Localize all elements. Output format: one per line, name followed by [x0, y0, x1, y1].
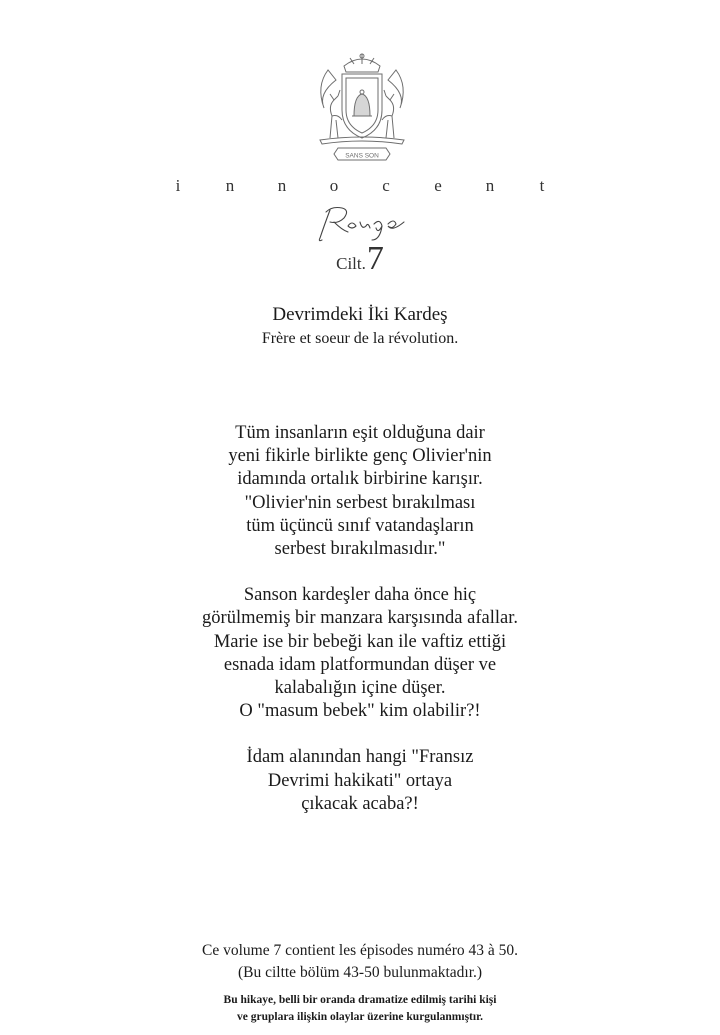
disclaimer: [0, 992, 720, 1026]
volume-number: 7: [366, 240, 384, 277]
episodes-french: Ce volume 7 contient les épisodes numéro 43 à 50.: [202, 942, 518, 959]
synopsis-line: görülmemiş bir manzara karşısında afallar.: [202, 608, 518, 629]
synopsis-line: Tüm insanların eşit olduğuna dair: [235, 423, 485, 443]
series-title-letter: n: [485, 176, 495, 195]
series-title-letter: t: [539, 176, 545, 195]
synopsis-paragraph: [0, 422, 720, 561]
series-title-letter: c: [382, 176, 390, 195]
coat-of-arms-crest: [308, 50, 416, 162]
disclaimer-line: Bu hikaye, belli bir oranda dramatize edilmiş tarihi kişi: [223, 994, 497, 1006]
synopsis-line: idamında ortalık birbirine karışır.: [237, 469, 483, 490]
synopsis-line: kalabalığın içine düşer.: [274, 678, 446, 699]
rouge-script-logo: [312, 200, 416, 244]
synopsis-line: yeni fikirle birlikte genç Olivier'nin: [228, 446, 492, 467]
synopsis-line: "Olivier'nin serbest bırakılması: [244, 492, 476, 513]
synopsis-line: Devrimi hakikati" ortaya: [267, 770, 453, 791]
synopsis-line: esnada idam platformundan düşer ve: [223, 654, 497, 675]
volume-prefix: Cilt.: [336, 254, 366, 273]
synopsis-line: çıkacak acaba?!: [301, 793, 419, 814]
volume-label: [0, 240, 720, 278]
disclaimer-line: ve gruplara ilişkin olaylar üzerine kurgulanmıştır.: [237, 1011, 483, 1023]
synopsis-line: O "masum bebek" kim olabilir?!: [239, 701, 481, 722]
synopsis-line: Marie ise bir bebeği kan ile vaftiz ettiği: [213, 631, 507, 652]
synopsis-paragraph: [0, 746, 720, 816]
episodes-turkish: (Bu ciltte bölüm 43-50 bulunmaktadır.): [237, 964, 483, 981]
synopsis: [0, 422, 720, 839]
series-title-letter: n: [225, 176, 235, 195]
svg-text:SANS SON: SANS SON: [345, 152, 379, 160]
series-title-letter: i: [175, 176, 181, 195]
synopsis-line: serbest bırakılmasıdır.": [274, 539, 446, 560]
series-title: [0, 176, 720, 196]
synopsis-line: Sanson kardeşler daha önce hiç: [243, 585, 477, 606]
synopsis-line: tüm üçüncü sınıf vatandaşların: [246, 515, 474, 536]
chapter-subtitle: Frère et soeur de la révolution.: [261, 330, 459, 347]
synopsis-paragraph: [0, 584, 720, 723]
chapter-title: Devrimdeki İki Kardeş: [272, 304, 448, 325]
series-title-letter: e: [434, 176, 442, 195]
series-title-letter: n: [277, 176, 287, 195]
series-title-letter: o: [329, 176, 339, 195]
synopsis-line: İdam alanından hangi "Fransız: [246, 747, 474, 768]
episodes-info: [0, 940, 720, 984]
